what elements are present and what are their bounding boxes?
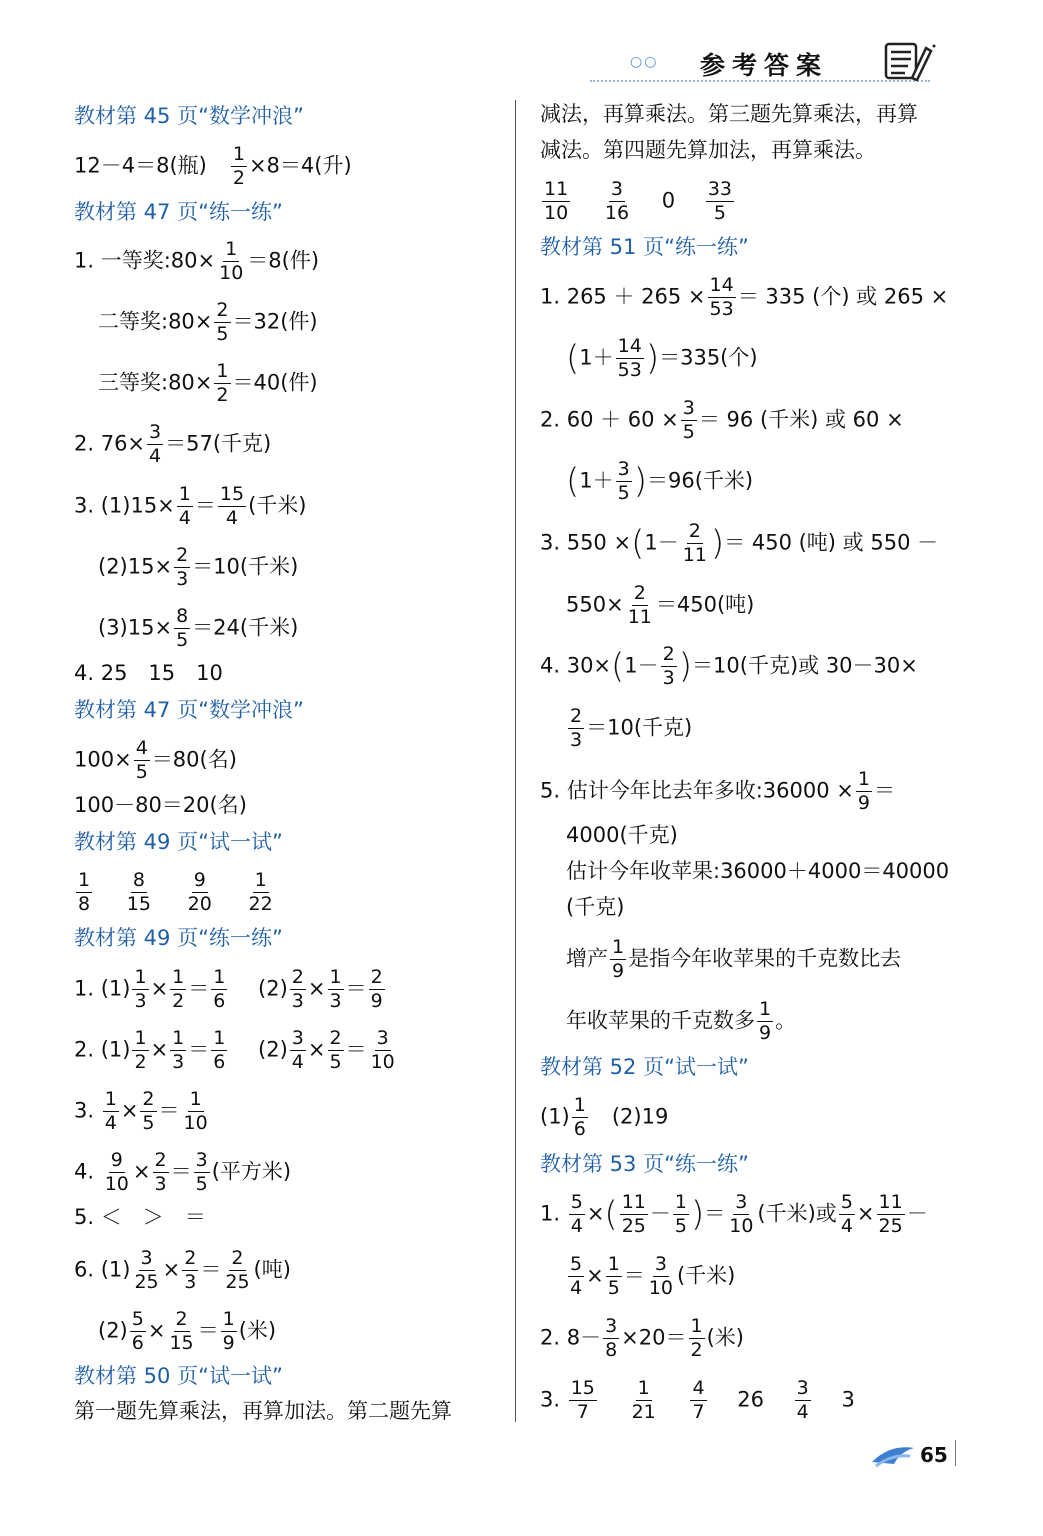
fraction: $\frac{11}{25}$	[878, 1191, 903, 1237]
header-title: 参考答案	[700, 51, 829, 80]
answer-line: 4. 25 15 10	[74, 661, 223, 685]
fraction: $\frac{3}{5}$	[195, 1149, 208, 1195]
fraction: $\frac{3}{4}$	[796, 1377, 809, 1423]
text-line: 估计今年收苹果:36000＋4000＝40000	[566, 859, 950, 883]
answer-line: 100× $\frac{4}{5}$ ＝80(名)	[74, 737, 237, 783]
answer-line: $\frac{5}{4}$ × $\frac{1}{5}$ ＝ $\frac{3}{10}$ (千米)	[570, 1253, 736, 1299]
fraction: $\frac{4}{7}$	[692, 1377, 705, 1423]
fraction: $\frac{1}{2}$	[690, 1315, 703, 1361]
page-number: 65	[920, 1443, 948, 1467]
fraction: $\frac{1}{3}$	[329, 966, 342, 1012]
fraction: $\frac{2}{3}$	[184, 1247, 197, 1293]
fraction: $\frac{3}{10}$	[648, 1253, 673, 1299]
column-divider	[515, 100, 516, 1422]
fraction: $\frac{3}{10}$	[729, 1191, 754, 1237]
fraction: $\frac{2}{9}$	[370, 966, 383, 1012]
text-line: 减法，再算乘法。第三题先算乘法，再算	[540, 102, 918, 126]
fraction: $\frac{3}{8}$	[605, 1315, 618, 1361]
fraction: $\frac{1}{9}$	[612, 936, 625, 982]
page-swoosh-icon	[870, 1442, 916, 1468]
fraction: $\frac{2}{5}$	[216, 299, 229, 345]
answer-line: 3. $\frac{15}{7}$ $\frac{1}{21}$ $\frac{4}{7}$ 26 $\frac{3}{4}$ 3	[540, 1377, 855, 1423]
answer-line: 2. 60 ＋ 60 × $\frac{3}{5}$ ＝ 96 (千米) 或 60 ×	[540, 397, 904, 443]
answer-line: 1. 265 ＋ 265 × $\frac{14}{53}$ ＝ 335 (个) 或 265 ×	[540, 274, 949, 320]
section-heading: 教材第 45 页“数学冲浪”	[74, 104, 304, 128]
fraction: $\frac{1}{8}$	[78, 869, 91, 915]
section-heading: 教材第 49 页“试一试”	[74, 830, 283, 854]
fraction: $\frac{3}{25}$	[134, 1247, 159, 1293]
fraction: $\frac{1}{9}$	[857, 768, 870, 814]
fraction: $\frac{2}{25}$	[225, 1247, 250, 1293]
section-heading: 教材第 50 页“试一试”	[74, 1364, 283, 1388]
fraction: $\frac{15}{7}$	[570, 1377, 595, 1423]
answer-line: 1. $\frac{5}{4}$ ×( $\frac{11}{25}$ － $\frac{1}{5}$ )＝ $\frac{3}{10}$ (千米)或 $\frac{5}{4}$ × $\frac{11}{25}$ －	[540, 1191, 928, 1237]
fraction: $\frac{1}{2}$	[134, 1027, 147, 1073]
fraction: $\frac{3}{4}$	[291, 1027, 304, 1073]
fraction: $\frac{1}{3}$	[172, 1027, 185, 1073]
answer-line: $\frac{2}{3}$ ＝10(千克)	[570, 705, 693, 751]
section-heading: 教材第 53 页“练一练”	[540, 1152, 749, 1176]
answer-line: 1. 一等奖:80× $\frac{1}{10}$ ＝8(件)	[74, 238, 320, 284]
fraction: $\frac{1}{6}$	[213, 1027, 226, 1073]
text-line: 4000(千克)	[566, 823, 678, 847]
fraction: $\frac{2}{5}$	[329, 1027, 342, 1073]
answer-line	[74, 871, 277, 914]
answer-line: (2) $\frac{5}{6}$ × $\frac{2}{15}$ ＝ $\frac{1}{9}$ (米)	[98, 1308, 277, 1354]
fraction: $\frac{1}{9}$	[759, 998, 772, 1044]
section-heading: 教材第 51 页“练一练”	[540, 235, 749, 259]
page-header	[590, 38, 970, 84]
answer-line: 100－80＝20(名)	[74, 793, 247, 817]
fraction: $\frac{15}{4}$	[219, 483, 245, 529]
text-line: (千克)	[566, 895, 625, 919]
section-heading: 教材第 49 页“练一练”	[74, 926, 283, 950]
fraction: $\frac{2}{3}$	[570, 705, 583, 751]
answer-line: 6. (1) $\frac{3}{25}$ × $\frac{2}{3}$ ＝ $\frac{2}{25}$ (吨)	[74, 1247, 291, 1293]
fraction: $\frac{2}{11}$	[682, 520, 707, 566]
answer-line: 2. (1) $\frac{1}{2}$ × $\frac{1}{3}$ ＝ $\frac{1}{6}$ (2) $\frac{3}{4}$ × $\frac{2}{5}$ ＝ $\frac{3}{10}$	[74, 1027, 395, 1073]
fraction: $\frac{5}{4}$	[570, 1191, 583, 1237]
page-number-rule	[955, 1440, 956, 1466]
fraction: $\frac{1}{6}$	[213, 966, 226, 1012]
fraction: $\frac{1}{4}$	[104, 1088, 117, 1134]
answer-line: 3. 550 ×(1－ $\frac{2}{11}$ )＝ 450 (吨) 或 550 －	[540, 520, 939, 566]
answer-line: 2. 8－ $\frac{3}{8}$ ×20＝ $\frac{1}{2}$ (米)	[540, 1315, 744, 1361]
fraction: $\frac{2}{15}$	[169, 1308, 194, 1354]
fraction: $\frac{2}{3}$	[662, 643, 675, 689]
fraction: $\frac{1}{4}$	[178, 483, 191, 529]
fraction: $\frac{3}{4}$	[149, 421, 162, 467]
section-heading: 教材第 47 页“练一练”	[74, 200, 283, 224]
fraction: $\frac{1}{3}$	[134, 966, 147, 1012]
fraction: $\frac{2}{3}$	[154, 1149, 167, 1195]
section-heading: 教材第 47 页“数学冲浪”	[74, 698, 304, 722]
answer-line: 3. (1)15× $\frac{1}{4}$ ＝ $\frac{15}{4}$ (千米)	[74, 483, 307, 529]
answer-line: (1＋ $\frac{14}{53}$ )＝335(个)	[566, 335, 758, 381]
answer-line: $\frac{11}{10}$ $\frac{3}{16}$ 0 $\frac{33}{5}$	[544, 178, 732, 224]
fraction: $\frac{2}{11}$	[627, 582, 652, 628]
answer-line: 4. $\frac{9}{10}$ × $\frac{2}{3}$ ＝ $\frac{3}{5}$ (平方米)	[74, 1149, 292, 1195]
answer-line: (1＋ $\frac{3}{5}$ )＝96(千米)	[566, 458, 754, 504]
text-line: 减法。第四题先算加法，再算乘法。	[540, 138, 876, 162]
answer-line: 4. 30×(1－ $\frac{2}{3}$ )＝10(千克)或 30－30×	[540, 643, 918, 689]
section-heading: 教材第 52 页“试一试”	[540, 1055, 749, 1079]
fraction: $\frac{2}{5}$	[142, 1088, 155, 1134]
fraction: $\frac{3}{5}$	[682, 397, 695, 443]
fraction: $\frac{1}{2}$	[216, 360, 229, 406]
answer-line: (3)15× $\frac{8}{5}$ ＝24(千米)	[98, 605, 299, 651]
answer-line: 1. (1) $\frac{1}{3}$ × $\frac{1}{2}$ ＝ $\frac{1}{6}$ (2) $\frac{2}{3}$ × $\frac{1}{3}$ ＝ $\frac{2}{9}$	[74, 966, 383, 1012]
answer-line: 年收苹果的千克数多 $\frac{1}{9}$ 。	[566, 998, 797, 1044]
fraction: $\frac{14}{53}$	[709, 274, 734, 320]
fraction: $\frac{3}{5}$	[617, 458, 630, 504]
answer-line: (1) $\frac{1}{6}$ (2)19	[540, 1094, 669, 1140]
fraction: $\frac{1}{9}$	[222, 1308, 235, 1354]
fraction: $\frac{5}{4}$	[840, 1191, 853, 1237]
fraction: $\frac{5}{6}$	[131, 1308, 144, 1354]
answer-line: 二等奖:80× $\frac{2}{5}$ ＝32(件)	[98, 299, 318, 345]
answer-line: 5. ＜ ＞ ＝	[74, 1205, 206, 1229]
fraction: $\frac{8}{15}$	[126, 869, 151, 915]
answer-line: 三等奖:80× $\frac{1}{2}$ ＝40(件)	[98, 360, 318, 406]
fraction: $\frac{1}{21}$	[631, 1377, 656, 1423]
answer-line: 550× $\frac{2}{11}$ ＝450(吨)	[566, 582, 755, 628]
fraction: $\frac{11}{25}$	[621, 1191, 646, 1237]
notebook-pencil-icon	[878, 38, 938, 84]
fraction: $\frac{33}{5}$	[707, 178, 732, 224]
fraction: $\frac{11}{10}$	[544, 178, 569, 224]
fraction: $\frac{14}{53}$	[617, 335, 642, 381]
fraction: $\frac{4}{5}$	[135, 737, 148, 783]
fraction: $\frac{2}{3}$	[176, 544, 189, 590]
answer-line: 12－4＝8(瓶) $\frac{1}{2}$ ×8＝4(升)	[74, 143, 352, 189]
answer-line: (2)15× $\frac{2}{3}$ ＝10(千米)	[98, 544, 299, 590]
answer-line: 3. $\frac{1}{4}$ × $\frac{2}{5}$ ＝ $\frac{1}{10}$	[74, 1088, 208, 1134]
fraction: $\frac{1}{2}$	[232, 143, 245, 189]
text-line: 第一题先算乘法，再算加法。第二题先算	[74, 1399, 452, 1423]
fraction: $\frac{9}{10}$	[104, 1149, 129, 1195]
fraction: $\frac{1}{10}$	[183, 1088, 208, 1134]
fraction: $\frac{5}{4}$	[570, 1253, 583, 1299]
answer-line: 2. 76× $\frac{3}{4}$ ＝57(千克)	[74, 421, 272, 467]
answer-line: 5. 估计今年比去年多收:36000 × $\frac{1}{9}$ ＝	[540, 768, 895, 814]
fraction: $\frac{1}{5}$	[607, 1253, 620, 1299]
fraction: $\frac{2}{3}$	[291, 966, 304, 1012]
fraction: $\frac{1}{10}$	[219, 238, 244, 284]
fraction: $\frac{3}{10}$	[370, 1027, 395, 1073]
fraction: $\frac{1}{22}$	[248, 869, 273, 915]
answer-line: 增产 $\frac{1}{9}$ 是指今年收苹果的千克数比去	[566, 936, 902, 982]
fraction: $\frac{1}{5}$	[674, 1191, 687, 1237]
header-dots: ○○	[630, 54, 659, 70]
fraction: $\frac{9}{20}$	[187, 869, 212, 915]
fraction: $\frac{3}{16}$	[604, 178, 630, 224]
fraction: $\frac{1}{6}$	[573, 1094, 586, 1140]
fraction: $\frac{1}{2}$	[172, 966, 185, 1012]
fraction: $\frac{8}{5}$	[176, 605, 189, 651]
